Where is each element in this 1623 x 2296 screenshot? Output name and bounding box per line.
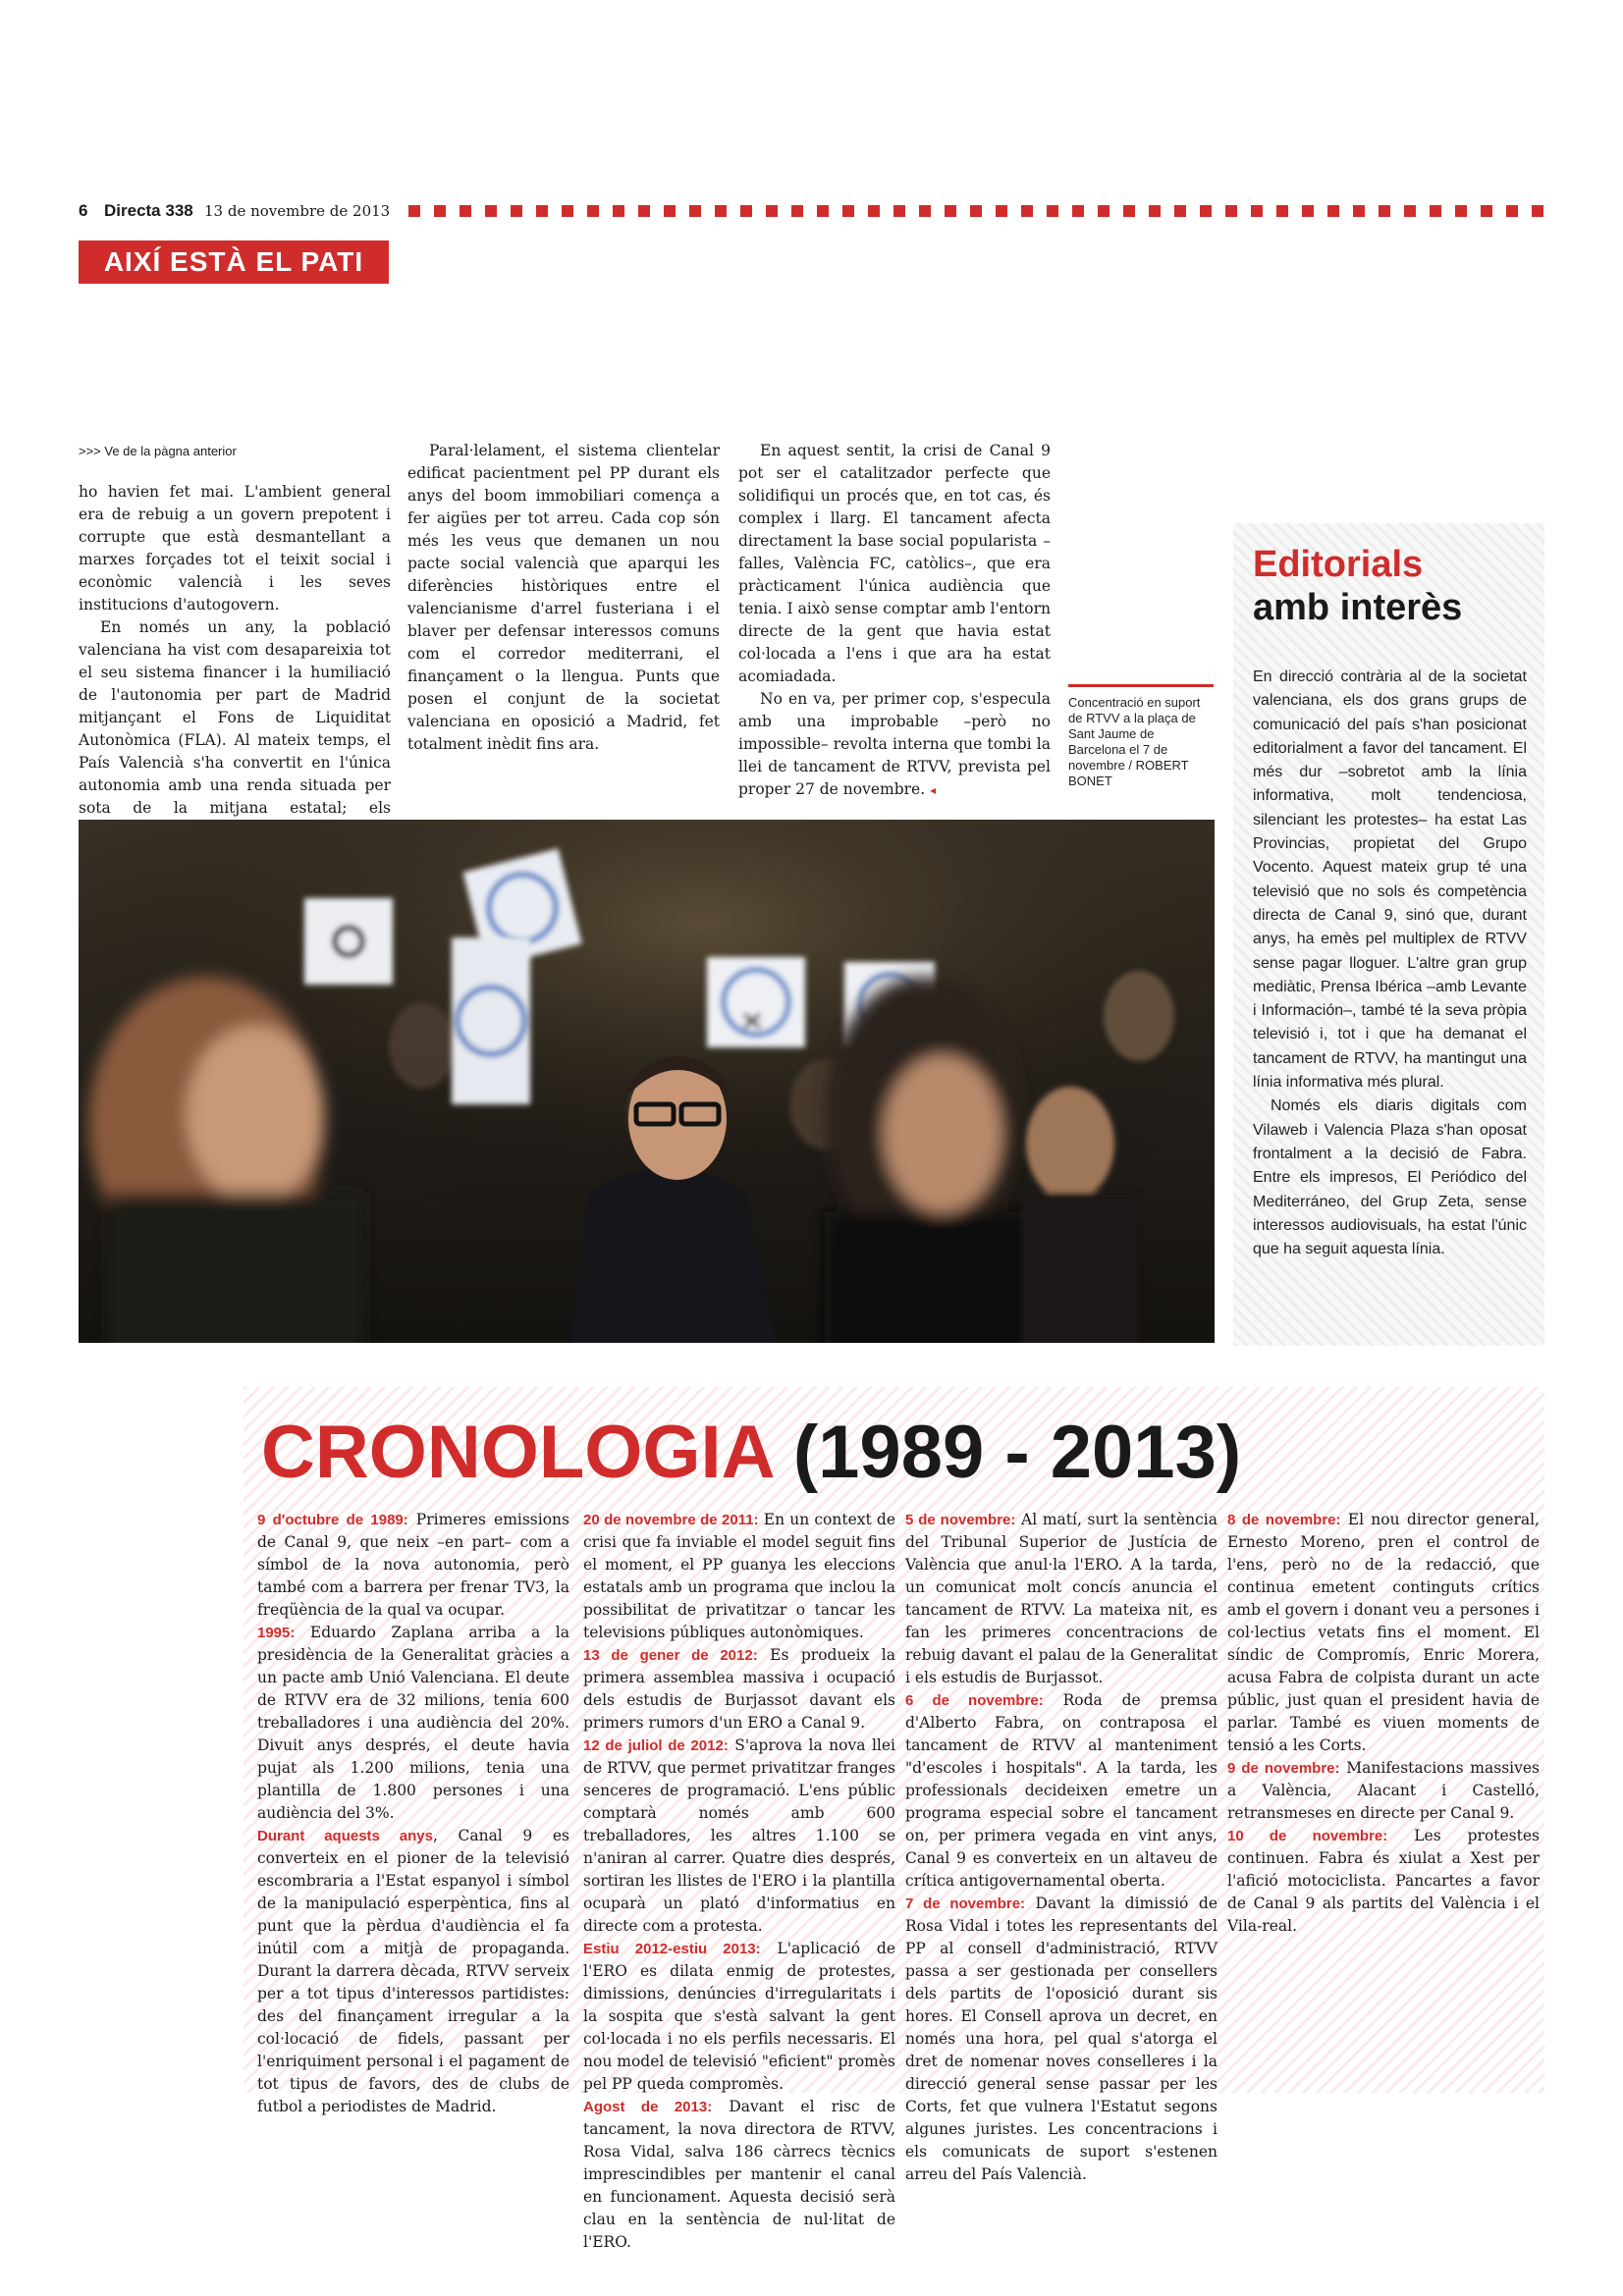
chronology-text: Roda de premsa d'Alberto Fabra, on contraposa el tancament de RTVV al manteniment "d'escoles i hospitals". A la tarda, les professionals decideixen emetre un programa especial sobre el tancament on, per primera vegada en vint anys, Canal 9 es converteix en un altaveu de crítica antigovernamental oberta. xyxy=(905,1691,1217,1890)
chronology-text: Davant el risc de tancament, la nova directora de RTVV, Rosa Vidal, salva 186 càrrecs tècnics imprescindibles per mantenir el canal en funcionament. Aquesta decisió serà clau en la sentència de nul·litat de l'ERO. xyxy=(583,2098,896,2251)
article-paragraph-text: No en va, per primer cop, s'especula amb una improbable –però no impossible– revolta interna que tombi la llei de tancament de RTVV, prevista pel proper 27 de novembre. xyxy=(738,690,1051,798)
article-paragraph-text: En només un any, la població valenciana ha vist com desapareixia tot el seu sistema financer i la humiliació de l'autonomia per part de Madrid mitjançant el Fons de Liquiditat Autonòmica (FLA). Al mateix temps, el País Valencià s'ha convertit en l'única autonomia amb una renda situada per sota de la mitjana estatal; els xyxy=(79,618,391,817)
article-paragraph xyxy=(738,688,1051,802)
chronology-entry xyxy=(583,2096,895,2254)
chronology-date: 9 de novembre: xyxy=(1227,1760,1340,1777)
editorial-body xyxy=(1253,666,1527,1261)
chronology-text: L'aplicació de l'ERO es dilata enmig de protestes, dimissions, denúncies d'irregularitats i la sospita que s'està salvant la gent col·locada i no els perfils necessaris. El nou model de televisió "eficient" promès pel PP queda compromès. xyxy=(583,1940,895,2093)
protest-sign xyxy=(304,898,393,985)
editorial-heading xyxy=(1253,543,1462,629)
chronology-date: 9 d'octubre de 1989: xyxy=(257,1512,408,1528)
article-paragraph: ho havien fet mai. L'ambient general era de rebuig a un govern prepotent i corrupte que està desmantellant a marxes forçades tot el teixit social i econòmic valencià i les seves institucions d'autogovern. xyxy=(79,483,391,614)
editorial-paragraph: En direcció contrària al de la societat valenciana, els dos grans grups de comunicació del país s'han posicionat editorialment a favor del tancament. El més dur –sobretot amb la línia informativa, molt tendenciosa, silenciant les protestes– ha estat Las Provincias, propietat del Grupo Vocento. Aquest mateix grup té una televisió que no sols és competència directa de Canal 9, sinó que, durant anys, ha emès pel multiplex de RTVV sense pagar lloguer. L'altre gran grup mediàtic, Prensa Ibérica –amb Levante i Información–, també té la seva pròpia televisió i, tot i que ha demanat el tancament de RTVV, ha mantingut una línia informativa més plural. xyxy=(1253,668,1527,1092)
protest-sign xyxy=(707,957,805,1047)
chronology-text: Davant la dimissió de Rosa Vidal i totes les representants del PP al consell d'administració, RTVV passa a ser gestionada per consellers dels partits de l'oposició durant sis hores. El Consell aprova un decret, en només una hora, pel qual s'atorga el dret de nomenar noves conselleres i la direcció general sense passar per les Corts, fet que vulnera l'Estatut segons algunes juristes. Les concentracions i els comunicats de suport s'estenen arreu del País Valencià. xyxy=(905,1895,1217,2183)
chronology-date: 6 de novembre: xyxy=(905,1692,1044,1709)
article-column-2 xyxy=(407,440,720,756)
chronology-entry xyxy=(257,1622,569,1825)
chronology-date: 12 de juliol de 2012: xyxy=(583,1737,729,1754)
chronology-entry xyxy=(905,1689,1217,1893)
section-label: AIXÍ ESTÀ EL PATI xyxy=(79,240,389,284)
header-dashed-rule xyxy=(408,205,1551,217)
chronology-entry xyxy=(257,1509,569,1622)
chronology-entry xyxy=(583,1735,895,1938)
chronology-date: 13 de gener de 2012: xyxy=(583,1647,758,1664)
chronology-column-4 xyxy=(1227,1509,1540,1938)
chronology-date: 8 de novembre: xyxy=(1227,1512,1341,1528)
chronology-entry xyxy=(257,1825,569,2118)
chronology-text: Manifestacions massives a València, Alacant i Castelló, retransmeses en directe per Canal 9. xyxy=(1227,1759,1540,1822)
chronology-date: 7 de novembre: xyxy=(905,1896,1026,1912)
continued-from-note: >>> Ve de la pàgna anterior xyxy=(79,444,237,458)
chronology-date: Agost de 2013: xyxy=(583,2099,713,2115)
editorial-box xyxy=(1233,523,1544,1346)
chronology-entry xyxy=(905,1893,1217,2186)
chronology-entry xyxy=(1227,1509,1540,1757)
protest-photo xyxy=(79,820,1215,1343)
chronology-text: Eduardo Zaplana arriba a la presidència de la Generalitat gràcies a un pacte amb Unió Valenciana. El deute de RTVV era de 32 milions, tenia 600 treballadores i una audiència del 20%. Divuit anys després, el deute havia pujat als 1.200 milions, tenia una plantilla de 1.800 persones i una audiència del 3%. xyxy=(257,1624,569,1822)
article-paragraph: Paral·lelament, el sistema clientelar edificat pacientment pel PP durant els anys del boom immobiliari comença a fer aigües per tot arreu. Cada cop són més les veus que demanen un nou pacte social valencià que aparqui les diferències històriques entre el valencianisme d'arrel fusteriana i el blaver per defensar interessos comuns com el corredor mediterrani, el finançament o la llengua. Punts que posen el conjunt de la societat valenciana en oposició a Madrid, fet totalment inèdit fins ara. xyxy=(407,442,720,753)
issue-date: 13 de novembre de 2013 xyxy=(204,202,391,220)
page-header xyxy=(79,201,1551,231)
page-number: 6 xyxy=(79,201,88,220)
chronology-date: 10 de novembre: xyxy=(1227,1828,1388,1844)
chronology-date: Durant aquests anys xyxy=(257,1828,433,1844)
chronology-years: (1989 - 2013) xyxy=(792,1411,1242,1494)
chronology-date: 1995: xyxy=(257,1625,296,1641)
chronology-entry xyxy=(583,1938,895,2096)
chronology-text: , Canal 9 es converteix en el pioner de la televisió escombraria a l'Estat espanyol i símbol de la manipulació esperpèntica, fins al punt que la pèrdua d'audiència el fa inútil com a mitjà de propaganda. Durant la darrera dècada, RTVV serveix per a tot tipus d'interessos partidistes: des del finançament irregular a la col·locació de fidels, passant per l'enriquiment personal i el pagament de tot tipus de favors, des de clubs de futbol a periodistes de Madrid. xyxy=(257,1827,569,2115)
chronology-column-1 xyxy=(257,1509,569,2118)
chronology-text: Primeres emissions de Canal 9, que neix –en part– com a símbol de la nova autonomia, però també com a barrera per frenar TV3, la freqüència de la qual va ocupar. xyxy=(257,1511,569,1619)
chronology-box xyxy=(243,1387,1544,2251)
article-paragraph: En aquest sentit, la crisi de Canal 9 pot ser el catalitzador perfecte que solidifiqui un procés que, en tot cas, és complex i llarg. El tancament afecta directament la base social popularista –falles, València FC, catòlics–, que era pràcticament l'única audiència que tenia. I això sense comptar amb l'entorn directe de la gent que havia estat col·locada a l'ens i que ara ha estat acomiadada. xyxy=(738,442,1051,685)
editorial-title-line-2: amb interès xyxy=(1253,587,1463,628)
chronology-column-2 xyxy=(583,1509,895,2254)
editorial-title-line-1: Editorials xyxy=(1253,544,1424,585)
chronology-entry xyxy=(583,1644,895,1735)
chronology-entry xyxy=(1227,1825,1540,1938)
chronology-text: Al matí, surt la sentència del Tribunal Superior de Justícia de València que anul·la l'ERO. A la tarda, un comunicat molt concís anuncia el tancament de RTVV. La mateixa nit, es fan les primeres concentracions de rebuig davant el palau de la Generalitat i els estudis de Burjassot. xyxy=(905,1511,1217,1686)
protest-sign xyxy=(452,937,530,1104)
chronology-date: 5 de novembre: xyxy=(905,1512,1016,1528)
chronology-text: Les protestes continuen. Fabra és xiulat a Xest per l'afició motociclista. Pancartes a favor de Canal 9 als partits del València i el Vila-real. xyxy=(1227,1827,1540,1935)
end-of-article-icon: ◂ xyxy=(930,783,937,797)
chronology-date: Estiu 2012-estiu 2013: xyxy=(583,1941,761,1957)
chronology-entry xyxy=(905,1509,1217,1689)
chronology-entry xyxy=(1227,1757,1540,1825)
chronology-title-word: CRONOLOGIA xyxy=(261,1411,773,1494)
publication-name: Directa 338 xyxy=(104,201,193,220)
editorial-paragraph: Només els diaris digitals com Vilaweb i Valencia Plaza s'han oposat frontalment a la decisió de Fabra. Entre els impresos, El Periódico del Mediterráneo, del Grup Zeta, sense interessos audiovisuals, ha estat l'únic que ha seguit aquesta línia. xyxy=(1253,1097,1527,1258)
protest-photo-illustration xyxy=(79,820,1215,1343)
chronology-column-3 xyxy=(905,1509,1217,2186)
chronology-entry xyxy=(583,1509,895,1644)
chronology-text: El nou director general, Ernesto Moreno, pren el control de l'ens, però no de la redacció, que continua emetent continguts crítics amb el govern i donant veu a persones i col·lectius vetats fins el moment. El síndic de Compromís, Enric Morera, acusa Fabra de colpista durant un acte públic, just quan el president havia de parlar. També es viuen moments de tensió a les Corts. xyxy=(1227,1511,1540,1754)
chronology-text: Es produeix la primera assemblea massiva i ocupació dels estudis de Burjassot davant els primers rumors d'un ERO a Canal 9. xyxy=(583,1646,895,1732)
chronology-date: 20 de novembre de 2011: xyxy=(583,1512,759,1528)
chronology-title xyxy=(261,1409,1241,1497)
chronology-text: S'aprova la nova llei de RTVV, que permet privatitzar franges senceres de programació. L'ens públic comptarà només amb 600 treballadores, les altres 1.100 se n'aniran al carrer. Quatre dies després, sortiran les llistes de l'ERO i la plantilla ocuparà un plató d'informatius en directe com a protesta. xyxy=(583,1736,895,1935)
photo-caption: Concentració en suport de RTVV a la plaça de Sant Jaume de Barcelona el 7 de novembre / ROBERT BONET xyxy=(1068,684,1214,789)
article-column-3 xyxy=(738,440,1051,802)
chronology-text: En un context de crisi que fa inviable el model seguit fins el moment, el PP guanya les eleccions estatals amb un programa que inclou la possibilitat de privatitzar o tancar les televisions públiques autonòmiques. xyxy=(583,1511,895,1641)
